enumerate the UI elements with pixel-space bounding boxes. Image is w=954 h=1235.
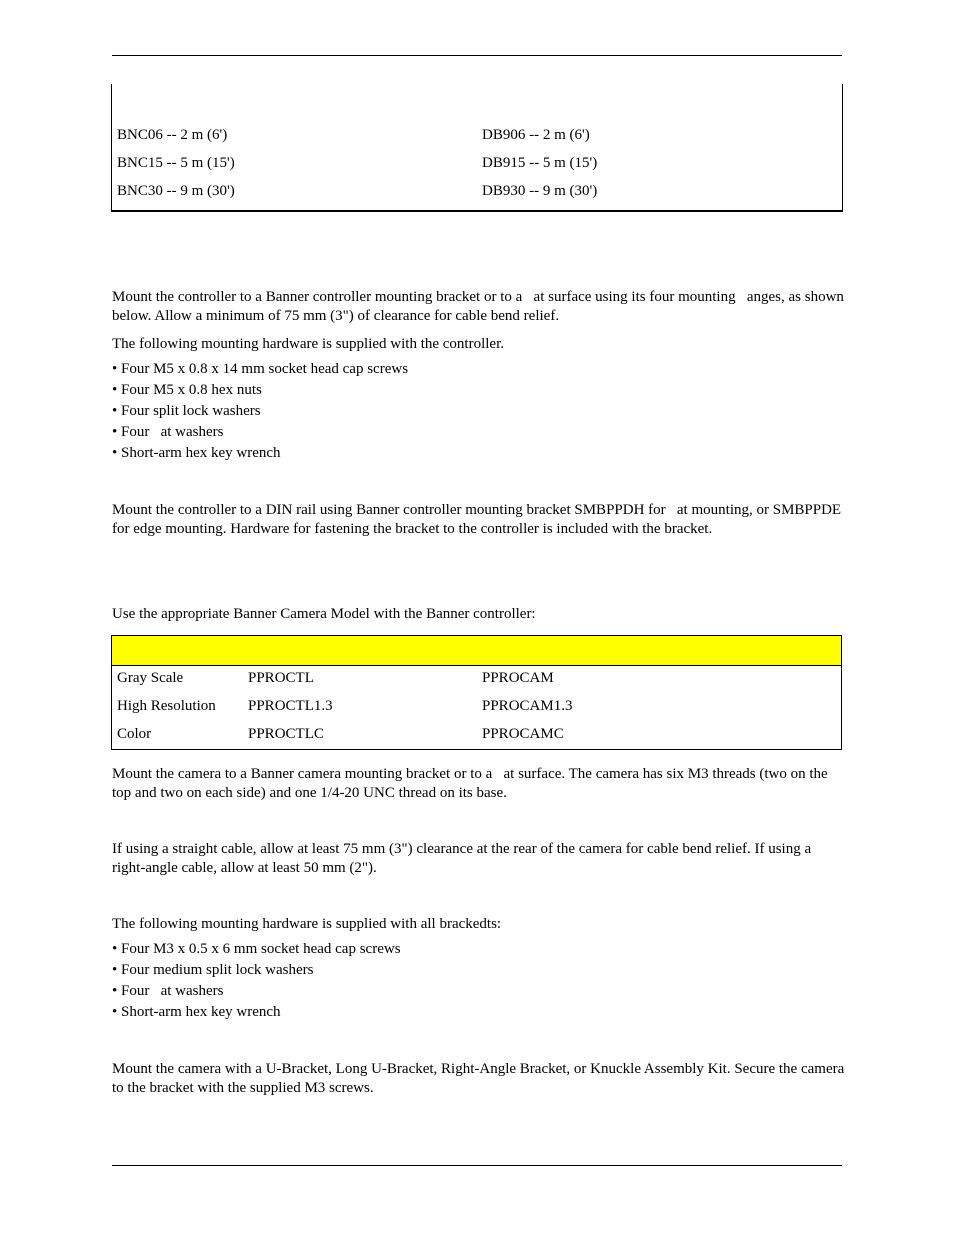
list-item: • Four M3 x 0.5 x 6 mm socket head cap screws [112,941,401,957]
camera-type-cell: High Resolution [117,698,216,714]
list-item: • Short-arm hex key wrench [112,445,281,461]
camera-type-cell: Gray Scale [117,670,184,686]
bracket-mounting-text [112,1060,847,1098]
camera-model-cell: PPROCAM1.3 [482,698,573,714]
list-item: • Short-arm hex key wrench [112,1004,281,1020]
list-item: • Four medium split lock washers [112,962,314,978]
cable-cell: BNC30 -- 9 m (30') [117,183,235,199]
cable-table [111,84,843,212]
camera-models-table [111,635,842,750]
controller-model-cell: PPROCTLC [248,726,324,742]
bracket-hardware-intro-text: The following mounting hardware is supplied with all brackedts: [112,916,502,932]
cable-clearance-text [112,840,847,878]
cable-clearance-paragraph: If using a straight cable, allow at least 75 mm (3") clearance at the rear of the camera for cable bend relief. If using a right-angle cable, allow at least 50 mm (2"). [112,841,812,876]
list-item: • Four at washers [112,983,224,999]
header-rule [112,55,842,56]
controller-hardware-intro [112,335,847,354]
list-item: • Four M5 x 0.8 hex nuts [112,382,262,398]
camera-model-cell: PPROCAMC [482,726,564,742]
cable-cell: DB930 -- 9 m (30') [482,183,598,199]
camera-mounting-text [112,765,847,803]
camera-mounting-paragraph: Mount the camera to a Banner camera mounting bracket or to a at surface. The camera has six M3 threads (two on the top and two on each side) and one 1/4-20 UNC thread on its base. [112,766,828,801]
bracket-mounting-paragraph: Mount the camera with a U-Bracket, Long U-Bracket, Right-Angle Bracket, or Knuckle Assembly Kit. Secure the camera to the bracket with the supplied M3 screws. [112,1061,845,1096]
controller-hardware-intro-text: The following mounting hardware is supplied with the controller. [112,336,505,352]
list-item: • Four M5 x 0.8 x 14 mm socket head cap screws [112,361,409,377]
camera-model-cell: PPROCAM [482,670,554,686]
controller-mounting-text [112,288,847,326]
cable-cell: DB906 -- 2 m (6') [482,127,590,143]
footer-rule [112,1165,842,1166]
list-item: • Four split lock washers [112,403,261,419]
cable-cell: BNC15 -- 5 m (15') [117,155,235,171]
din-mounting-paragraph: Mount the controller to a DIN rail using Banner controller mounting bracket SMBPPDH for at mounting, or SMBPPDE for edge mounting. Hardware for fastening the bracket to the controller is included with the bracket. [112,502,842,537]
bracket-hardware-list [112,939,401,1023]
camera-models-intro: Use the appropriate Banner Camera Model with the Banner controller: [112,606,536,622]
cable-cell: DB915 -- 5 m (15') [482,155,598,171]
controller-mounting-paragraph: Mount the controller to a Banner controller mounting bracket or to a at surface using its four mounting anges, as shown below. Allow a minimum of 75 mm (3") of clearance for cable bend relief. [112,289,844,324]
controller-hardware-list [112,359,408,464]
camera-table-header [112,636,841,666]
din-mounting-text [112,501,847,539]
camera-type-cell: Color [117,726,152,742]
cable-cell: BNC06 -- 2 m (6') [117,127,228,143]
controller-model-cell: PPROCTL1.3 [248,698,333,714]
controller-model-cell: PPROCTL [248,670,314,686]
list-item: • Four at washers [112,424,224,440]
bracket-hardware-intro [112,915,847,934]
